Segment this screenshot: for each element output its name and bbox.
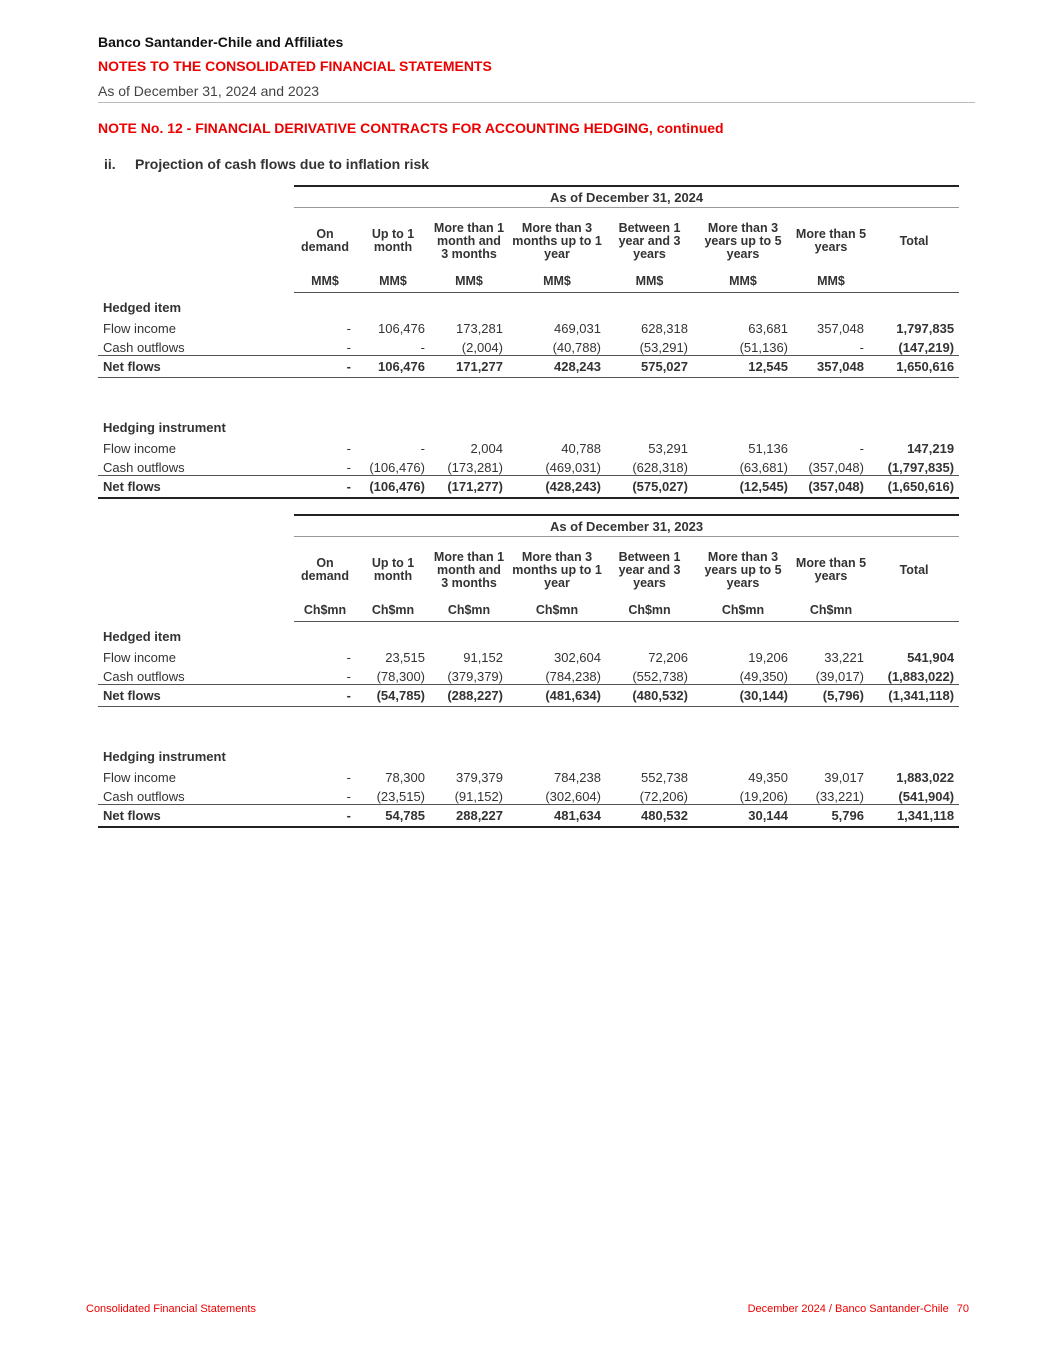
- value-cell: (288,227): [430, 685, 508, 707]
- period-label: As of December 31, 2023: [294, 515, 959, 537]
- unit-label: Ch$mn: [693, 603, 793, 622]
- column-header-row: [98, 208, 959, 275]
- as-of-date: As of December 31, 2024 and 2023: [98, 83, 320, 99]
- value-cell: (2,004): [461, 340, 503, 355]
- blank-cell: [98, 603, 294, 622]
- value-cell: 49,350: [748, 770, 788, 785]
- group-heading: Hedged item: [103, 629, 182, 644]
- row-label: Net flows: [98, 476, 294, 499]
- value-cell: -: [346, 460, 351, 475]
- unit-label: Ch$mn: [294, 603, 356, 622]
- column-header: Total: [899, 233, 929, 248]
- column-header: On demand: [301, 556, 349, 583]
- notes-title: NOTES TO THE CONSOLIDATED FINANCIAL STATEMENTS: [98, 58, 492, 74]
- value-cell: 1,341,118: [869, 805, 959, 828]
- value-cell: (541,904): [898, 789, 955, 804]
- value-cell: 33,221: [824, 650, 864, 665]
- row-label: Flow income: [103, 650, 176, 665]
- value-cell: 147,219: [907, 441, 955, 456]
- value-cell: (19,206): [739, 789, 788, 804]
- value-cell: 5,796: [793, 805, 869, 828]
- units-row: [98, 603, 959, 622]
- value-cell: (481,634): [508, 685, 606, 707]
- row-label: Cash outflows: [103, 340, 185, 355]
- blank-cell: [98, 378, 959, 414]
- value-cell: (575,027): [606, 476, 693, 499]
- value-cell: -: [420, 340, 425, 355]
- value-cell: -: [346, 441, 351, 456]
- value-cell: -: [294, 356, 356, 378]
- column-header: More than 3 years up to 5 years: [704, 549, 782, 590]
- value-cell: 40,788: [561, 441, 601, 456]
- net-flows-row: [98, 805, 959, 828]
- column-header: Up to 1 month: [371, 227, 415, 254]
- value-cell: 480,532: [606, 805, 693, 828]
- value-cell: (173,281): [447, 460, 503, 475]
- value-cell: 91,152: [463, 650, 503, 665]
- value-cell: 469,031: [554, 321, 601, 336]
- value-cell: 481,634: [508, 805, 606, 828]
- column-header: Up to 1 month: [371, 556, 415, 583]
- unit-label: MM$: [793, 274, 869, 293]
- value-cell: -: [859, 340, 864, 355]
- table-row: [98, 456, 959, 476]
- value-cell: (72,206): [639, 789, 688, 804]
- value-cell: (91,152): [454, 789, 503, 804]
- unit-label: Ch$mn: [430, 603, 508, 622]
- row-label: Cash outflows: [103, 669, 185, 684]
- group-heading-row: [98, 742, 959, 766]
- value-cell: 552,738: [641, 770, 688, 785]
- table-row: [98, 646, 959, 665]
- period-header-row: [98, 186, 959, 208]
- column-header: Between 1 year and 3 years: [618, 549, 681, 590]
- value-cell: 106,476: [378, 321, 425, 336]
- section-number: ii.: [104, 156, 116, 172]
- value-cell: 357,048: [793, 356, 869, 378]
- value-cell: 171,277: [430, 356, 508, 378]
- group-heading: Hedging instrument: [103, 420, 226, 435]
- value-cell: 173,281: [456, 321, 503, 336]
- row-label: Cash outflows: [103, 789, 185, 804]
- net-flows-row: [98, 356, 959, 378]
- column-header: More than 5 years: [795, 556, 867, 583]
- table-row: [98, 785, 959, 805]
- value-cell: (12,545): [693, 476, 793, 499]
- value-cell: 72,206: [648, 650, 688, 665]
- value-cell: 12,545: [693, 356, 793, 378]
- column-header: More than 3 months up to 1 year: [512, 220, 602, 261]
- value-cell: -: [346, 770, 351, 785]
- blank-cell: [98, 515, 294, 537]
- row-label: Cash outflows: [103, 460, 185, 475]
- section-title: [104, 156, 429, 172]
- value-cell: 575,027: [606, 356, 693, 378]
- value-cell: (1,797,835): [887, 460, 955, 475]
- table-row: [98, 437, 959, 456]
- value-cell: -: [346, 789, 351, 804]
- table-row: [98, 336, 959, 356]
- value-cell: 784,238: [554, 770, 601, 785]
- blank-cell: [98, 537, 294, 604]
- cash-flow-table: [98, 185, 959, 499]
- unit-label: MM$: [294, 274, 356, 293]
- value-cell: 541,904: [907, 650, 955, 665]
- value-cell: (302,604): [545, 789, 601, 804]
- group-heading: Hedged item: [103, 300, 182, 315]
- footer-right: [748, 1303, 969, 1315]
- value-cell: 39,017: [824, 770, 864, 785]
- spacer-row: [98, 707, 959, 743]
- header-divider: [98, 102, 975, 103]
- value-cell: 628,318: [641, 321, 688, 336]
- value-cell: 1,797,835: [896, 321, 955, 336]
- table-row: [98, 766, 959, 785]
- unit-label: MM$: [356, 274, 430, 293]
- footer-left: Consolidated Financial Statements: [86, 1303, 256, 1315]
- blank-cell: [98, 186, 294, 208]
- value-cell: (480,532): [606, 685, 693, 707]
- blank-cell: [98, 208, 294, 275]
- value-cell: 63,681: [748, 321, 788, 336]
- value-cell: 30,144: [693, 805, 793, 828]
- row-label: Flow income: [103, 321, 176, 336]
- section-title-text: Projection of cash flows due to inflation risk: [135, 156, 430, 172]
- unit-label: Ch$mn: [606, 603, 693, 622]
- value-cell: 1,650,616: [869, 356, 959, 378]
- value-cell: 23,515: [385, 650, 425, 665]
- value-cell: (23,515): [376, 789, 425, 804]
- value-cell: 379,379: [456, 770, 503, 785]
- value-cell: (40,788): [552, 340, 601, 355]
- table-row: [98, 317, 959, 336]
- column-header: More than 1 month and 3 months: [433, 549, 505, 590]
- value-cell: (784,238): [545, 669, 601, 684]
- column-header: Between 1 year and 3 years: [618, 220, 681, 261]
- value-cell: (552,738): [632, 669, 688, 684]
- value-cell: (357,048): [793, 476, 869, 499]
- value-cell: 54,785: [356, 805, 430, 828]
- value-cell: (357,048): [808, 460, 864, 475]
- value-cell: (1,341,118): [869, 685, 959, 707]
- unit-label: Ch$mn: [508, 603, 606, 622]
- value-cell: 1,883,022: [896, 770, 955, 785]
- value-cell: (39,017): [815, 669, 864, 684]
- value-cell: -: [294, 805, 356, 828]
- column-header: More than 5 years: [795, 227, 867, 254]
- column-header: Total: [899, 562, 929, 577]
- value-cell: 288,227: [430, 805, 508, 828]
- column-header: More than 1 month and 3 months: [433, 220, 505, 261]
- value-cell: (5,796): [793, 685, 869, 707]
- note-title: NOTE No. 12 - FINANCIAL DERIVATIVE CONTRACTS FOR ACCOUNTING HEDGING, continued: [98, 120, 724, 136]
- value-cell: (1,650,616): [869, 476, 959, 499]
- unit-label: MM$: [693, 274, 793, 293]
- column-header: More than 3 years up to 5 years: [704, 220, 782, 261]
- period-header-row: [98, 515, 959, 537]
- net-flows-row: [98, 476, 959, 499]
- units-row: [98, 274, 959, 293]
- value-cell: -: [294, 685, 356, 707]
- row-label: Net flows: [98, 685, 294, 707]
- group-heading-row: [98, 413, 959, 437]
- value-cell: 2,004: [470, 441, 503, 456]
- value-cell: -: [346, 669, 351, 684]
- value-cell: (379,379): [447, 669, 503, 684]
- company-name: Banco Santander-Chile and Affiliates: [98, 34, 344, 50]
- row-label: Net flows: [98, 805, 294, 828]
- column-header-row: [98, 537, 959, 604]
- value-cell: 51,136: [748, 441, 788, 456]
- value-cell: 19,206: [748, 650, 788, 665]
- value-cell: -: [859, 441, 864, 456]
- value-cell: (628,318): [632, 460, 688, 475]
- blank-cell: [98, 707, 959, 743]
- value-cell: -: [294, 476, 356, 499]
- value-cell: (53,291): [639, 340, 688, 355]
- unit-label: MM$: [508, 274, 606, 293]
- unit-label: MM$: [606, 274, 693, 293]
- value-cell: (63,681): [739, 460, 788, 475]
- value-cell: -: [346, 321, 351, 336]
- value-cell: 53,291: [648, 441, 688, 456]
- group-heading-row: [98, 622, 959, 647]
- period-label: As of December 31, 2024: [294, 186, 959, 208]
- blank-cell: [98, 274, 294, 293]
- value-cell: 428,243: [508, 356, 606, 378]
- value-cell: (469,031): [545, 460, 601, 475]
- column-header: On demand: [301, 227, 349, 254]
- page-number: 70: [956, 1303, 969, 1315]
- value-cell: (428,243): [508, 476, 606, 499]
- row-label: Flow income: [103, 770, 176, 785]
- value-cell: (54,785): [356, 685, 430, 707]
- spacer-row: [98, 378, 959, 414]
- value-cell: -: [346, 650, 351, 665]
- table-row: [98, 665, 959, 685]
- net-flows-row: [98, 685, 959, 707]
- row-label: Net flows: [98, 356, 294, 378]
- group-heading: Hedging instrument: [103, 749, 226, 764]
- value-cell: (106,476): [369, 460, 425, 475]
- value-cell: (51,136): [739, 340, 788, 355]
- value-cell: 106,476: [356, 356, 430, 378]
- value-cell: 357,048: [817, 321, 864, 336]
- value-cell: -: [420, 441, 425, 456]
- value-cell: -: [346, 340, 351, 355]
- group-heading-row: [98, 293, 959, 318]
- value-cell: (147,219): [898, 340, 955, 355]
- column-header: More than 3 months up to 1 year: [512, 549, 602, 590]
- value-cell: (78,300): [376, 669, 425, 684]
- footer-right-text: December 2024 / Banco Santander-Chile: [747, 1303, 949, 1315]
- value-cell: (1,883,022): [887, 669, 955, 684]
- value-cell: (171,277): [430, 476, 508, 499]
- unit-label: Ch$mn: [793, 603, 869, 622]
- unit-label: Ch$mn: [356, 603, 430, 622]
- value-cell: (33,221): [815, 789, 864, 804]
- row-label: Flow income: [103, 441, 176, 456]
- value-cell: (30,144): [693, 685, 793, 707]
- value-cell: (106,476): [356, 476, 430, 499]
- value-cell: 78,300: [385, 770, 425, 785]
- unit-label: MM$: [430, 274, 508, 293]
- value-cell: 302,604: [554, 650, 601, 665]
- unit-label: [869, 603, 959, 622]
- value-cell: (49,350): [739, 669, 788, 684]
- unit-label: [869, 274, 959, 293]
- cash-flow-table: [98, 514, 959, 828]
